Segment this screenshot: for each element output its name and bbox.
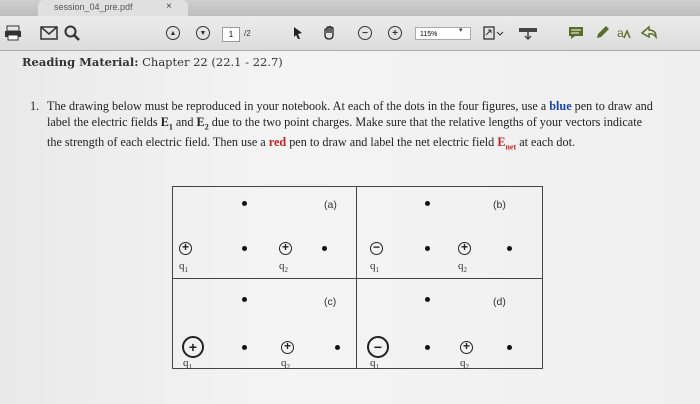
reading-material-chapter: Chapter 22 (22.1 - 22.7): [142, 55, 283, 69]
field-point-dot: [335, 345, 340, 350]
charge-q1: +: [182, 336, 204, 358]
charge-q1-symbol: q: [370, 357, 376, 369]
charge-q1: −: [370, 242, 383, 255]
charge-q2-symbol: q: [279, 260, 285, 272]
print-button[interactable]: [4, 24, 22, 42]
problem-text-part: due to the two point charges. Make sure that the relative lengths of your vectors indicate the strength of each electric field. Then use a: [47, 114, 643, 150]
red-keyword: red: [268, 135, 287, 150]
tab-title: session_04_pre.pdf: [54, 2, 133, 12]
charge-q2: +: [281, 341, 294, 354]
tab-bar: [0, 0, 700, 16]
comment-button[interactable]: [568, 24, 584, 42]
field-e1-symbol: E: [160, 114, 169, 129]
charge-q2-subscript: 2: [465, 363, 469, 372]
panel-label: (a): [324, 199, 337, 211]
charge-q1-subscript: 1: [375, 266, 379, 275]
charges-figure: [172, 186, 543, 372]
charge-q1-symbol: q: [183, 357, 189, 369]
svg-text:a: a: [617, 26, 625, 40]
field-e2: [196, 114, 209, 132]
charge-q1-symbol: q: [370, 260, 376, 272]
pen-icon: [594, 25, 610, 41]
charge-q1-subscript: 1: [188, 363, 192, 372]
panel-label: (c): [324, 296, 337, 308]
charge-q2-label: [279, 260, 288, 274]
field-enet-symbol: E: [497, 135, 506, 150]
charge-q1-symbol: q: [179, 260, 185, 272]
arrow-down-icon: ▼: [196, 26, 210, 40]
charge-q1: +: [179, 242, 192, 255]
email-button[interactable]: [40, 24, 58, 42]
zoom-out-button[interactable]: [358, 24, 372, 42]
field-e1: [160, 114, 173, 132]
field-point-dot: [322, 246, 327, 251]
arrow-up-icon: ▲: [166, 26, 180, 40]
charge-q2-label: [460, 357, 469, 371]
plus-circle-icon: +: [388, 26, 402, 40]
previous-page-button[interactable]: [166, 24, 180, 42]
hand-tool-button[interactable]: [322, 24, 338, 42]
field-enet: [497, 135, 517, 152]
envelope-icon: [40, 26, 58, 40]
problem-text-part: at each dot.: [516, 135, 576, 150]
charge-q1-label: [179, 260, 188, 274]
charge-q1-label: [370, 357, 379, 371]
pdf-toolbar: [0, 16, 700, 51]
text-markup-icon: [616, 25, 634, 41]
field-point-dot: [507, 345, 512, 350]
charge-q2-symbol: q: [281, 357, 287, 369]
charge-q1: −: [367, 336, 389, 358]
field-e2-symbol: E: [196, 114, 205, 129]
field-point-dot: [507, 246, 512, 251]
field-point-dot: [425, 201, 430, 206]
problem-text-part: pen to draw and label the net electric field: [286, 135, 498, 150]
panel-label: (d): [493, 296, 506, 308]
fit-page-icon: [482, 25, 504, 41]
problem-text: [47, 99, 657, 155]
charge-q2-symbol: q: [460, 357, 466, 369]
charge-q1-label: [183, 357, 192, 371]
minus-circle-icon: −: [358, 26, 372, 40]
read-mode-button[interactable]: [518, 24, 538, 42]
tab-close-icon[interactable]: ×: [166, 1, 172, 12]
problem-text-part: pen to draw and label the electric fields: [47, 99, 653, 129]
charge-q2-subscript: 2: [284, 266, 288, 275]
figure-divider-horizontal: [173, 278, 542, 279]
problem-text-part: and: [172, 114, 197, 129]
charge-q2-subscript: 2: [463, 266, 467, 275]
comment-icon: [568, 25, 584, 41]
field-point-dot: [242, 201, 247, 206]
charge-q2-label: [281, 357, 290, 371]
field-point-dot: [242, 246, 247, 251]
select-tool-button[interactable]: [292, 24, 304, 42]
share-button[interactable]: [640, 24, 658, 42]
field-point-dot: [242, 297, 247, 302]
document-tab[interactable]: [38, 0, 188, 16]
charge-q2-label: [458, 260, 467, 274]
blue-keyword: blue: [549, 99, 572, 113]
charge-q2: +: [279, 242, 292, 255]
search-icon: [64, 25, 80, 41]
charge-q2-subscript: 2: [286, 363, 290, 372]
panel-label: (b): [493, 199, 506, 211]
fit-page-button[interactable]: [482, 24, 504, 42]
chevron-down-icon[interactable]: ▾: [459, 27, 463, 34]
search-button[interactable]: [64, 24, 80, 42]
charge-q2: +: [460, 341, 473, 354]
printer-icon: [4, 25, 22, 41]
pdf-page: [0, 51, 700, 404]
text-markup-button[interactable]: [616, 24, 634, 42]
zoom-select[interactable]: 115%: [415, 27, 471, 40]
charge-q2: +: [458, 242, 471, 255]
next-page-button[interactable]: [196, 24, 210, 42]
reading-material-line: [22, 55, 283, 69]
charge-q1-subscript: 1: [184, 266, 188, 275]
cursor-arrow-icon: [292, 26, 304, 40]
hand-icon: [322, 25, 338, 41]
field-point-dot: [242, 345, 247, 350]
zoom-in-button[interactable]: [388, 24, 402, 42]
page-total: /2: [244, 29, 251, 38]
fit-width-icon: [518, 25, 538, 41]
field-point-dot: [425, 246, 430, 251]
field-e2-subscript: 2: [204, 122, 209, 132]
charge-q1-subscript: 1: [375, 363, 379, 372]
field-point-dot: [425, 297, 430, 302]
page-number-input[interactable]: 1: [222, 27, 240, 42]
field-e1-subscript: 1: [168, 122, 173, 132]
field-enet-subscript: net: [505, 142, 517, 152]
share-icon: [640, 25, 658, 41]
charge-q2-symbol: q: [458, 260, 464, 272]
highlight-button[interactable]: [594, 24, 610, 42]
problem-number: 1.: [30, 99, 40, 113]
field-point-dot: [425, 345, 430, 350]
problem-text-part: The drawing below must be reproduced in your notebook. At each of the dots in the four figures, use a: [47, 99, 550, 113]
reading-material-label: Reading Material:: [22, 55, 139, 69]
charge-q1-label: [370, 260, 379, 274]
